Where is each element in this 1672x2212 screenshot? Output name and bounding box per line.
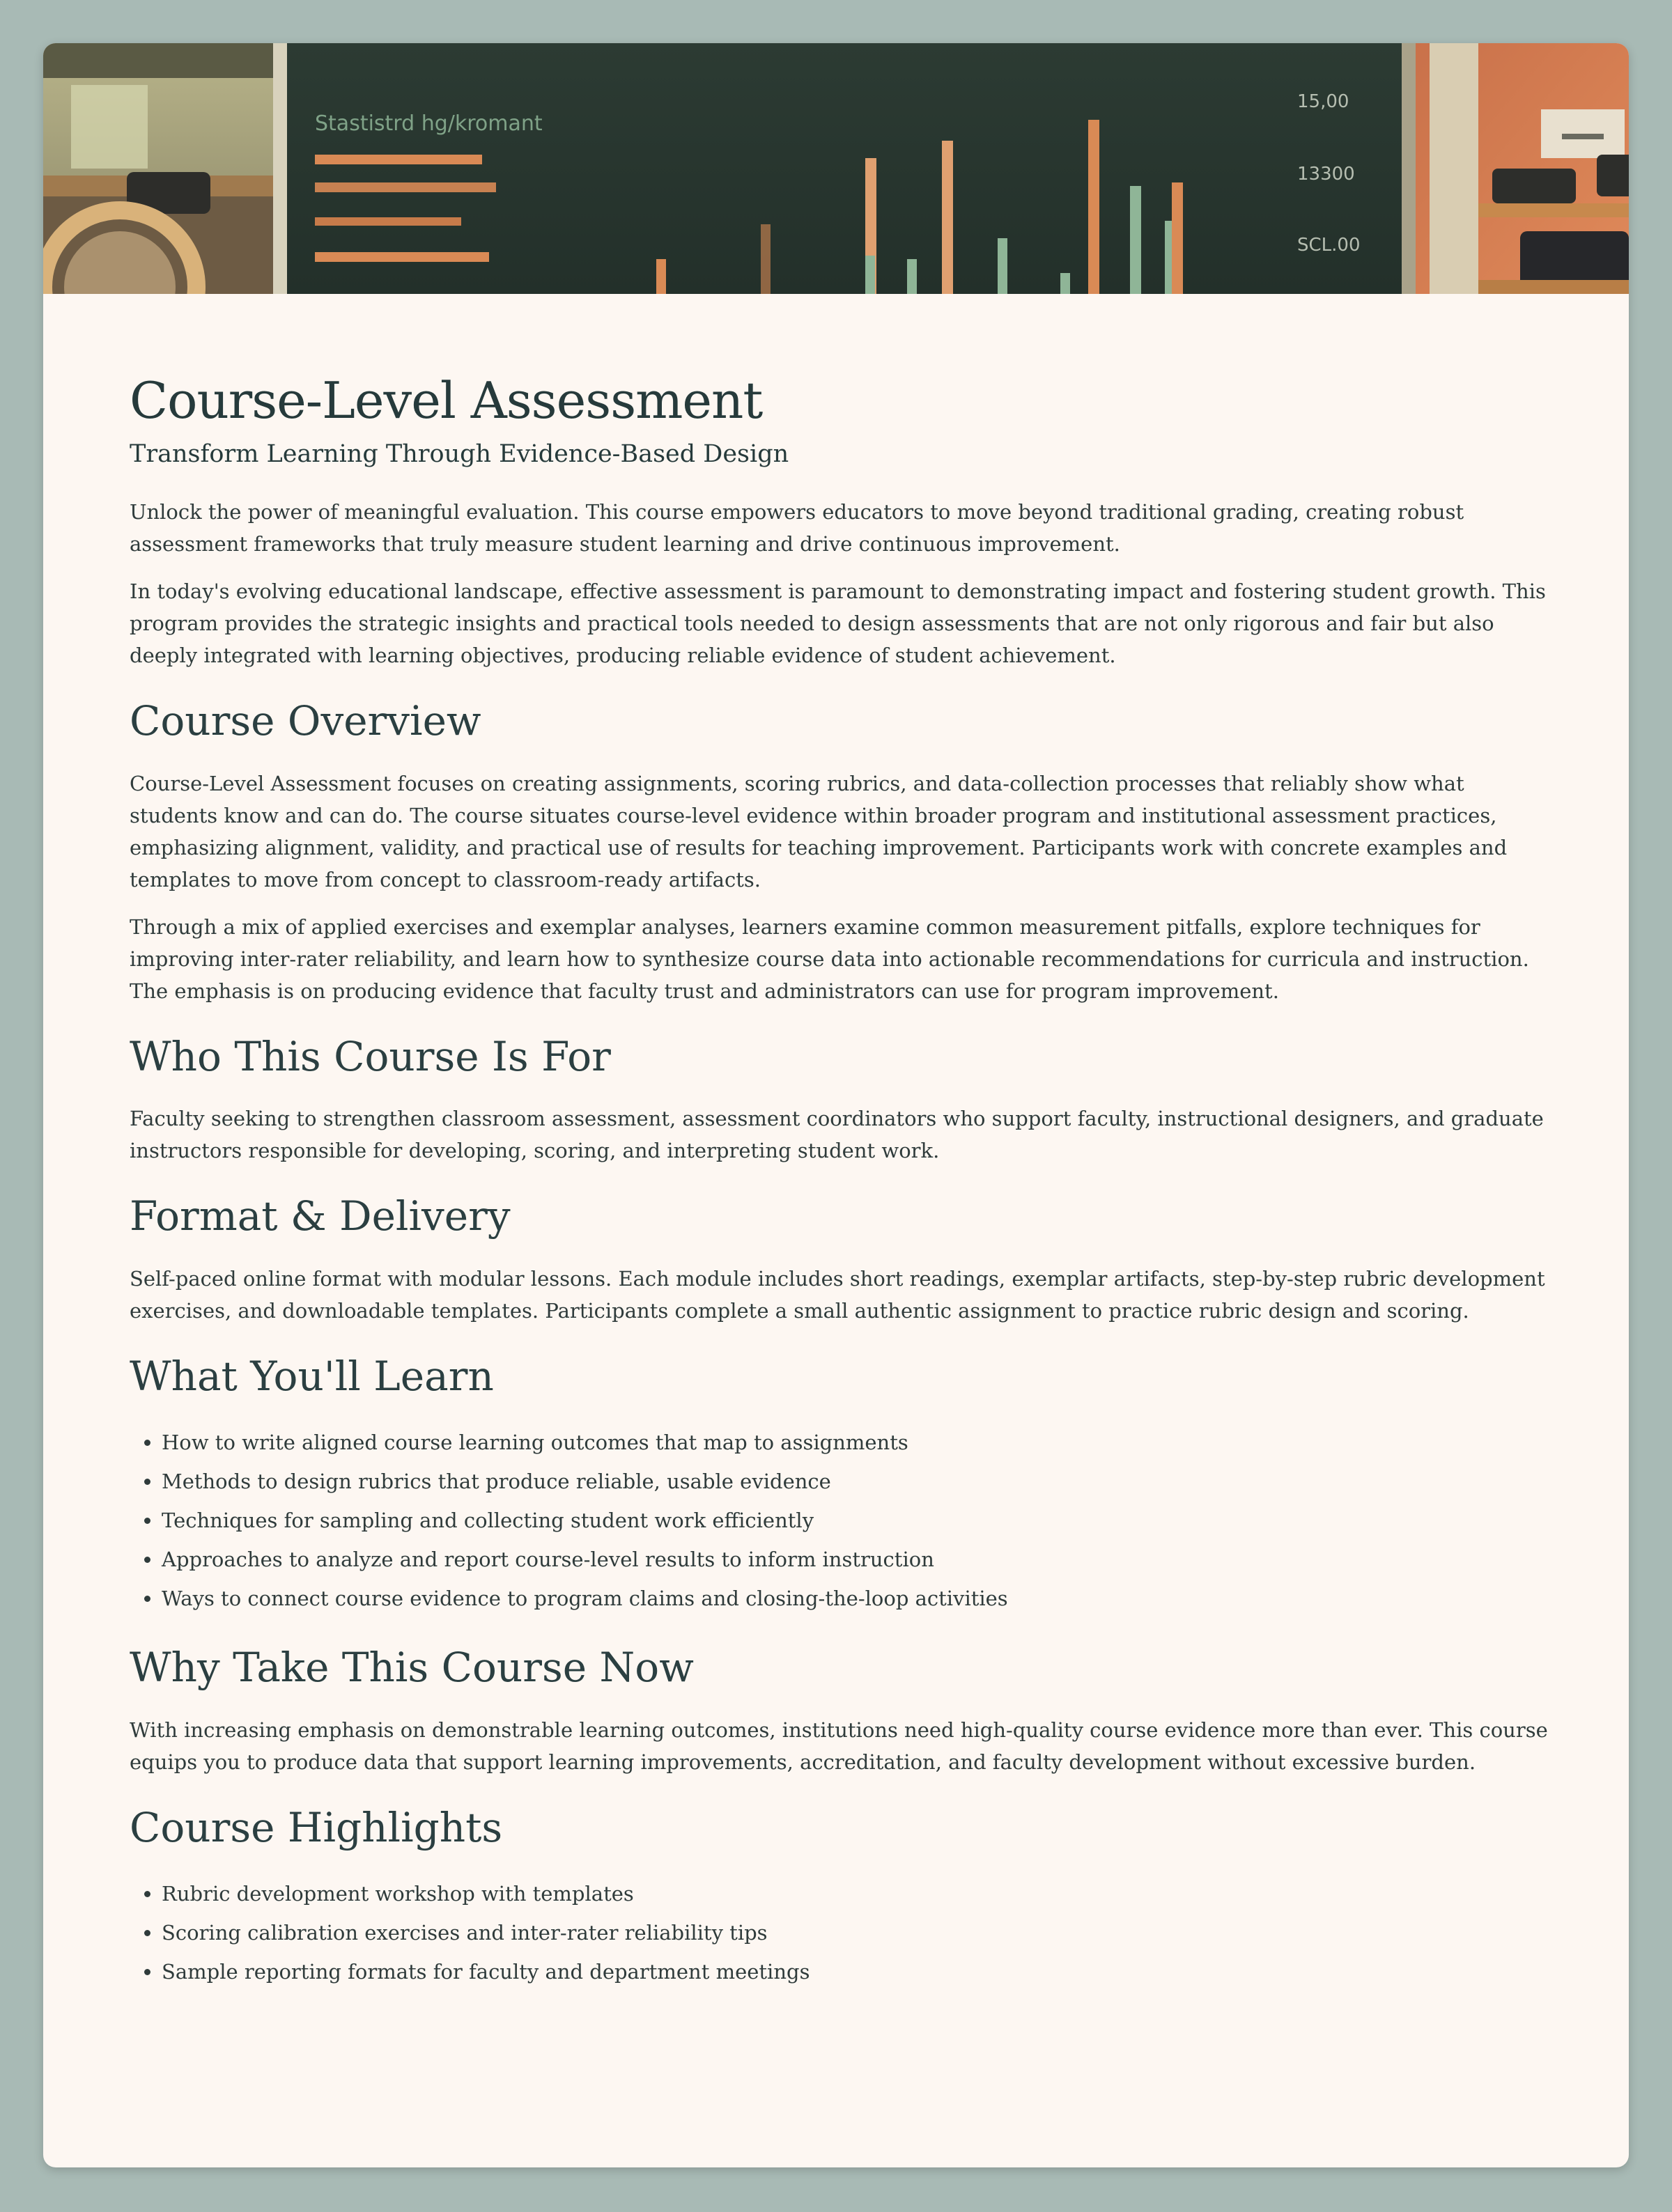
list-item: • Methods to design rubrics that produce reliable, usable evidence [162,1462,1551,1501]
section-heading-highlights: Course Highlights [130,1803,503,1851]
board-value-2: 13300 [1297,164,1355,185]
section-heading-why: Why Take This Course Now [130,1644,694,1692]
list-item: • How to write aligned course learning outcomes that map to assignments [162,1423,1551,1462]
board-value-3: SCL.00 [1297,235,1361,256]
hero-banner-image [43,43,1629,294]
page-subtitle: Transform Learning Through Evidence-Based Design [130,440,789,469]
highlights-list [130,1874,1551,1991]
why-text: With increasing emphasis on demonstrable learning outcomes, institutions need high-quality course evidence more than ever. This course equips you to produce data that support learning improvements, accreditation, and faculty development without excessive burden. [130,1718,1548,1774]
learn-list [130,1423,1551,1618]
section-heading-audience: Who This Course Is For [130,1032,611,1080]
board-heading-text: Stastistrd hg/kromant [315,111,543,136]
section-heading-overview: Course Overview [130,696,481,745]
overview-paragraph: Through a mix of applied exercises and exemplar analyses, learners examine common measurement pitfalls, explore techniques for improving inter-rater reliability, and learn how to synthesize course data into actionable recommendations for curricula and instruction. The emphasis is on producing evidence that faculty trust and administrators can use for program improvement. [130,914,1529,1003]
list-item: • Techniques for sampling and collecting student work efficiently [162,1501,1551,1540]
intro-paragraph: Unlock the power of meaningful evaluation. This course empowers educators to move beyond traditional grading, creating robust assessment frameworks that truly measure student learning and drive continuous improvement. [130,499,1464,556]
list-item: • Sample reporting formats for faculty and department meetings [162,1952,1551,1991]
section-heading-format: Format & Delivery [130,1192,511,1240]
page-title: Course-Level Assessment [130,371,763,430]
section-heading-learn: What You'll Learn [130,1353,494,1401]
intro-paragraph: In today's evolving educational landscape, effective assessment is paramount to demonstrating impact and fostering student growth. This program provides the strategic insights and practical tools needed to design assessments that are not only rigorous and fair but also deeply integrated with learning objectives, producing reliable evidence of student achievement. [130,579,1546,667]
audience-text: Faculty seeking to strengthen classroom assessment, assessment coordinators who support faculty, instructional designers, and graduate instructors responsible for developing, scoring, and interpreting student work. [130,1107,1544,1163]
board-value-1: 15,00 [1297,91,1349,112]
course-card [43,43,1629,2167]
format-text: Self-paced online format with modular lessons. Each module includes short readings, exemplar artifacts, step-by-step rubric development exercises, and downloadable templates. Participants complete a small authentic assignment to practice rubric design and scoring. [130,1267,1545,1323]
list-item: • Approaches to analyze and report course-level results to inform instruction [162,1540,1551,1579]
list-item: • Ways to connect course evidence to program claims and closing-the-loop activities [162,1579,1551,1618]
list-item: • Rubric development workshop with templates [162,1874,1551,1913]
list-item: • Scoring calibration exercises and inter-rater reliability tips [162,1913,1551,1952]
overview-paragraph: Course-Level Assessment focuses on creating assignments, scoring rubrics, and data-collection processes that reliably show what students know and can do. The course situates course-level evidence within broader program and institutional assessment practices, emphasizing alignment, validity, and practical use of results for teaching improvement. Participants work with concrete examples and templates to move from concept to classroom-ready artifacts. [130,771,1508,891]
course-content [130,371,1551,1991]
